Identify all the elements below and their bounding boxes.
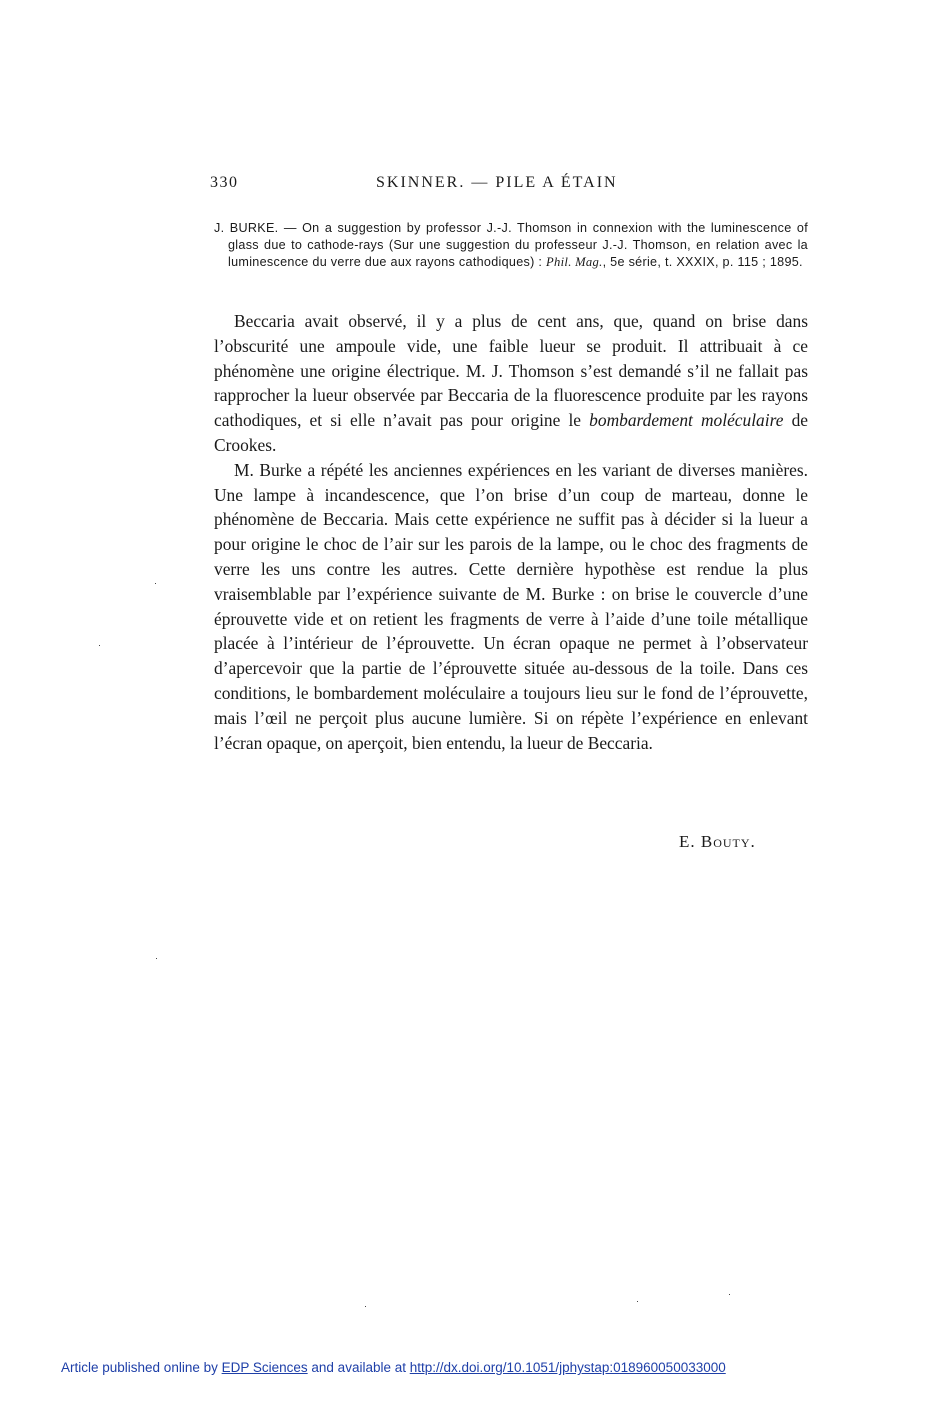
scan-speck [99,645,100,646]
reference-author: J. BURKE. [214,221,279,235]
article-body [214,309,808,755]
paragraph-1-text-a: Beccaria avait observé, il y a plus de cent ans, que, quand on brise dans l’obscurité une ampoule vide, une faible lueur se produit. Il attribuait à ce phénomène une origine électrique. M. J. Thomson s’est demandé s’il ne fallait pas rapprocher la lueur observée par Beccaria de la fluorescence produite par les rayons cathodiques, et si elle n’avait pas pour origine le [214,311,808,431]
footer [61,1360,881,1375]
running-title: SKINNER. — PILE A ÉTAIN [376,174,618,191]
reference-details: , 5e série, t. XXXIX, p. 115 ; 1895. [602,255,803,269]
footer-prefix: Article published online by [61,1360,222,1375]
signature [679,832,756,852]
signature-initial: E. [679,832,696,851]
bibliographic-reference [214,220,808,271]
footer-middle: and available at [307,1360,410,1375]
paragraph-1-emphasis: bombardement moléculaire [589,410,784,431]
reference-text: — On a suggestion by professor J.-J. Thomson in connexion with the luminescence of glass due to cathode-rays (Sur une suggestion du professeur J.-J. Thomson, en relation avec la luminescence du verre due aux rayons cathodiques) : [228,221,808,269]
paragraph-1-text-b: de Crookes. [214,410,808,455]
scan-speck [155,583,156,584]
reference-journal: Phil. Mag. [546,255,603,269]
paragraph-1 [214,309,808,458]
signature-name: Bouty. [700,832,756,851]
page-number: 330 [210,174,239,191]
doi-link[interactable]: http://dx.doi.org/10.1051/jphystap:018960050033000 [409,1360,726,1375]
scan-speck [365,1306,366,1307]
scan-speck [156,958,157,959]
scan-speck [637,1301,638,1302]
running-head [210,174,806,196]
publisher-link[interactable]: EDP Sciences [221,1360,308,1375]
paragraph-2: M. Burke a répété les anciennes expériences en les variant de diverses manières. Une lampe à incandescence, que l’on brise d’un coup de marteau, donne le phénomène de Beccaria. Mais cette expérience ne suffit pas à décider si la lueur a pour origine le choc de l’air sur les parois de la lampe, ou le choc des fragments de verre les uns contre les autres. Cette dernière hypothèse est rendue la plus vraisemblable par l’expérience suivante de M. Burke : on brise le couvercle d’une éprouvette vide et on retient les fragments de verre à l’aide d’une toile métallique placée à l’intérieur de l’éprouvette. Un écran opaque ne permet à l’observateur d’apercevoir que la partie de l’éprouvette située au-dessous de la toile. Dans ces conditions, le bombardement moléculaire a toujours lieu sur le fond de l’éprouvette, mais l’œil ne perçoit plus aucune lumière. Si on répète l’expérience en enlevant l’écran opaque, on aperçoit, bien entendu, la lueur de Beccaria. [214,459,808,753]
scan-speck [729,1294,730,1295]
